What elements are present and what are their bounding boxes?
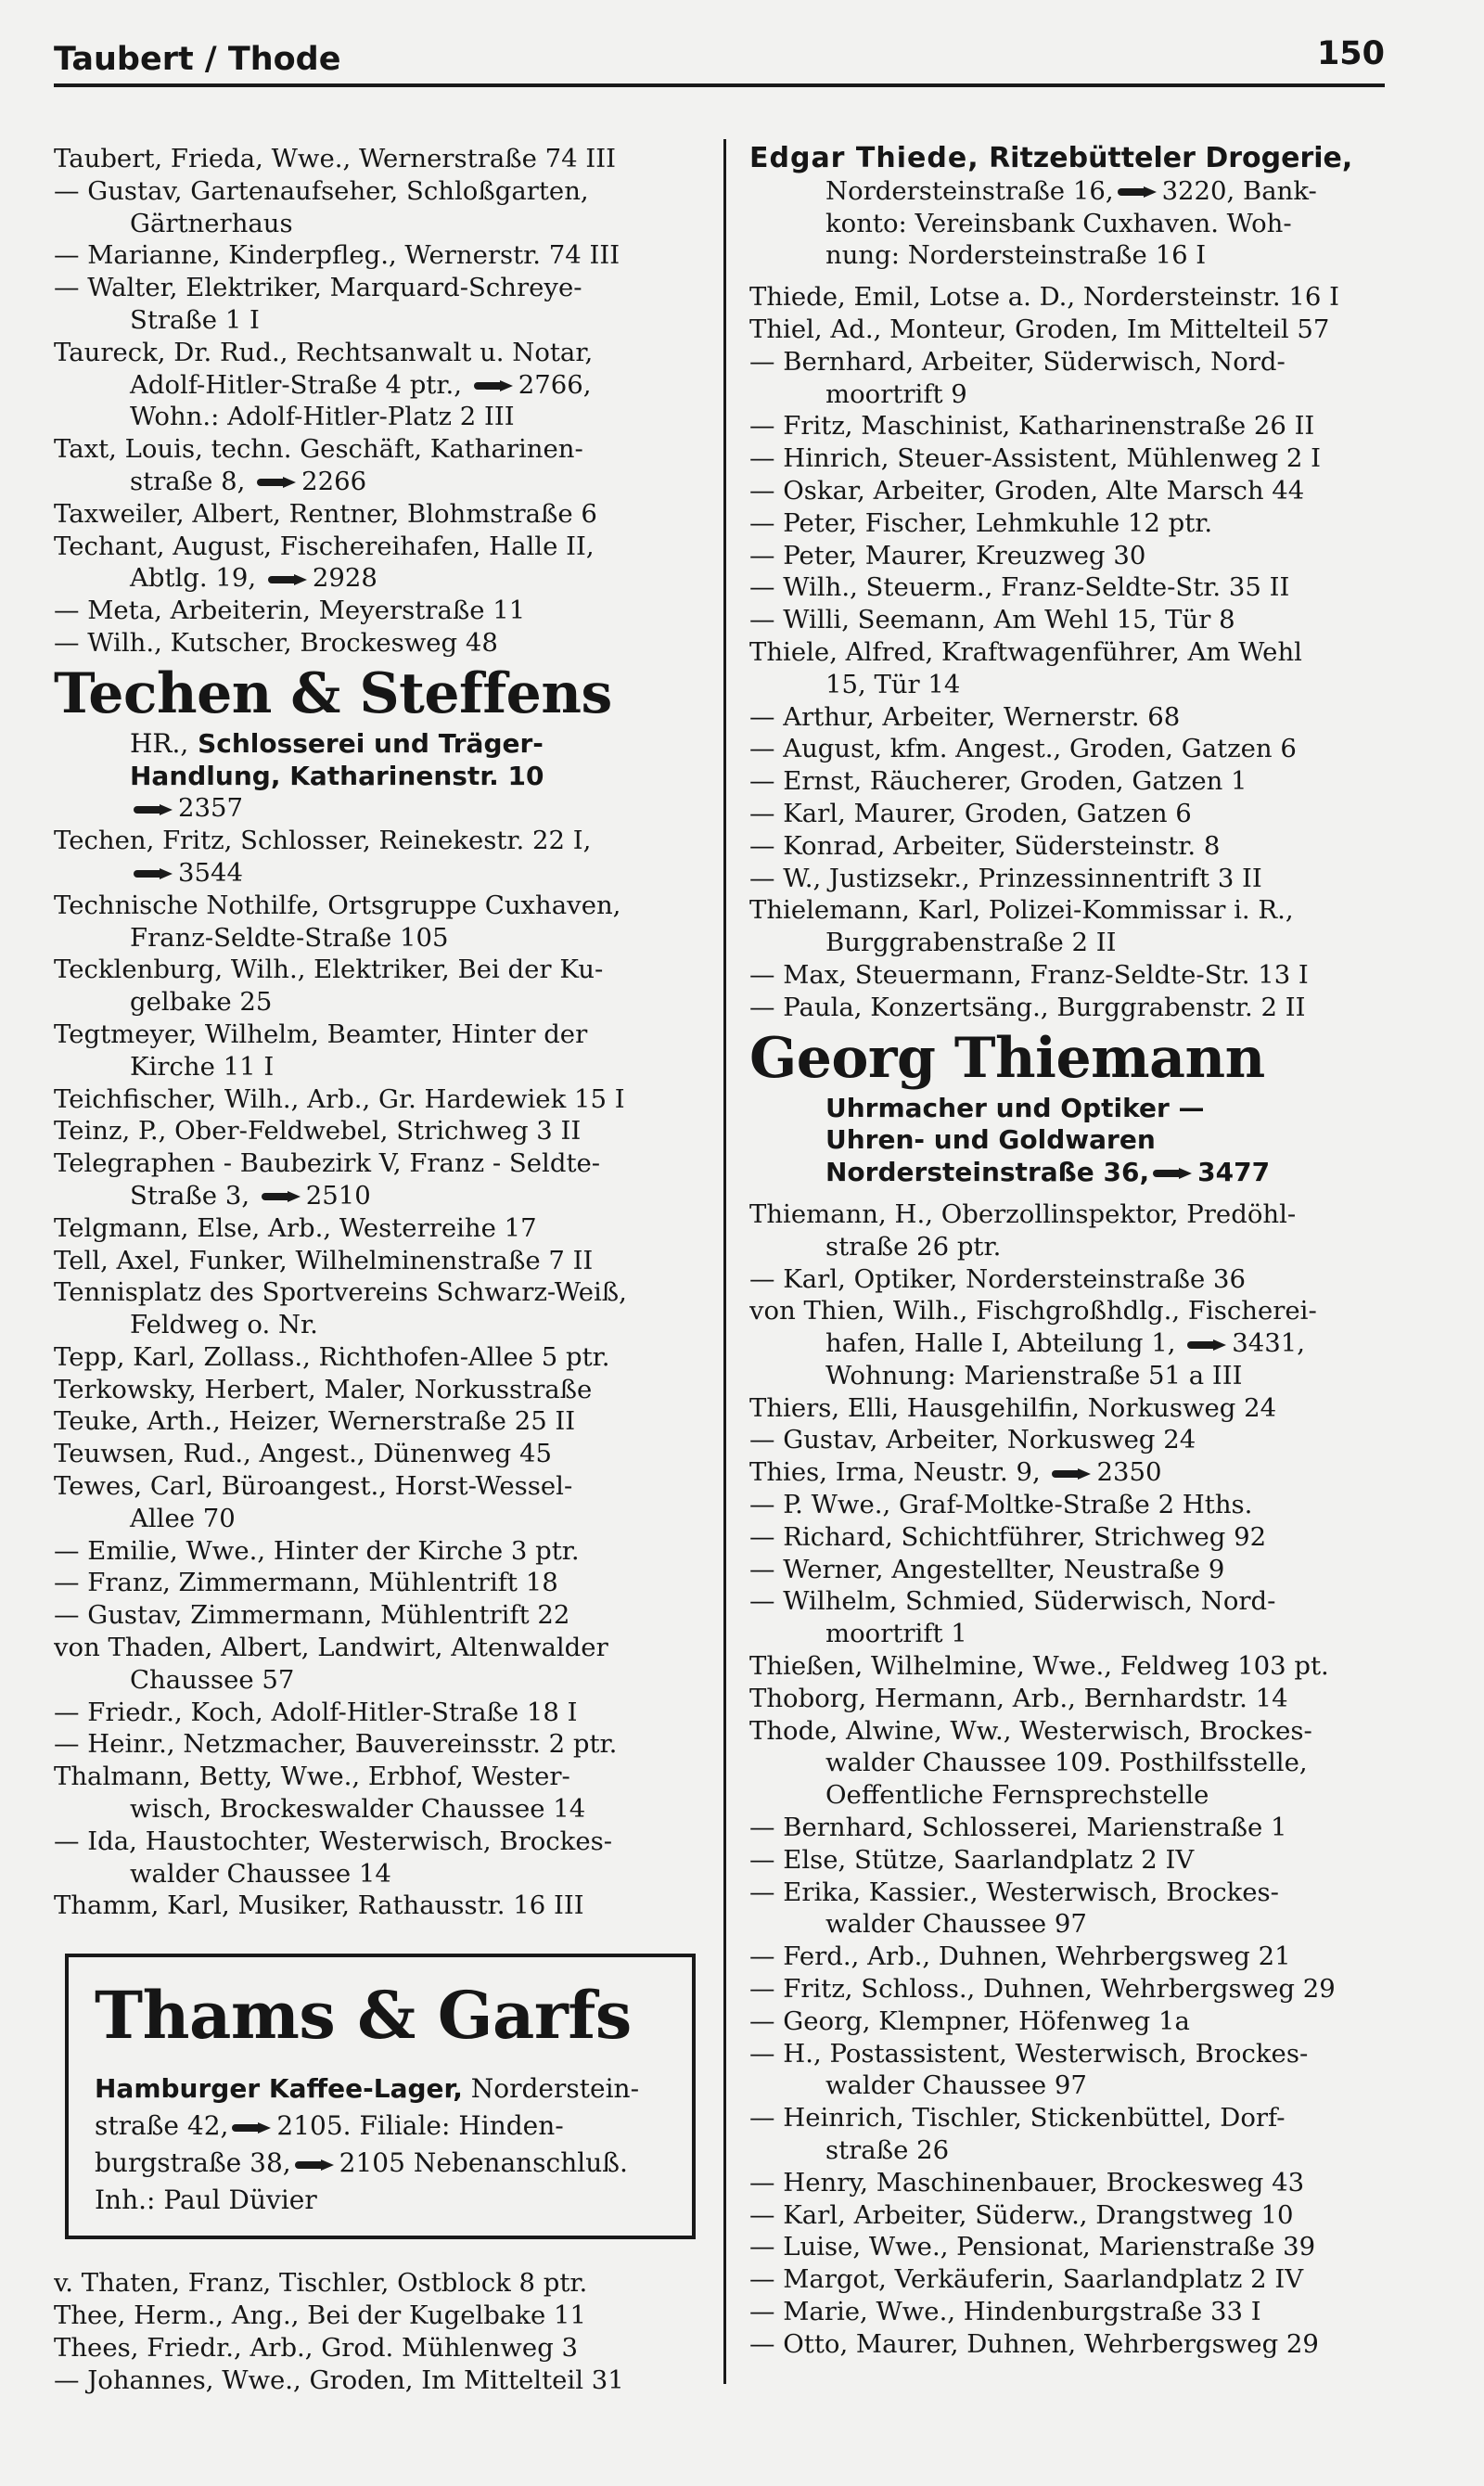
entry-line: Wohnung: Marienstraße 51 a III — [825, 1360, 1243, 1390]
entry-line: von Thien, Wilh., Fischgroßhdlg., Fischerei- — [749, 1296, 1317, 1326]
entry-line: — Gustav, Arbeiter, Norkusweg 24 — [749, 1425, 1196, 1455]
entry-line: Tepp, Karl, Zollass., Richthofen-Allee 5 ptr. — [54, 1341, 610, 1372]
entry-line: Tennisplatz des Sportvereins Schwarz-Weiß, — [54, 1277, 627, 1308]
entry-line: — Peter, Maurer, Kreuzweg 30 — [749, 540, 1146, 570]
entry-line: Thießen, Wilhelmine, Wwe., Feldweg 103 pt. — [749, 1651, 1329, 1682]
entry-line: — Gustav, Zimmermann, Mühlentrift 22 — [54, 1600, 570, 1631]
telephone-icon — [134, 868, 174, 879]
entry-line: — Fritz, Schloss., Duhnen, Wehrbergsweg 29 — [749, 1974, 1336, 2005]
telephone-icon — [134, 804, 174, 815]
entry-line: — Gustav, Gartenaufseher, Schloßgarten, — [54, 175, 589, 206]
entry-line: — Ernst, Räucherer, Groden, Gatzen 1 — [749, 766, 1247, 797]
entry-line: — Karl, Optiker, Nordersteinstraße 36 — [749, 1263, 1246, 1294]
entry-line: Thee, Herm., Ang., Bei der Kugelbake 11 — [54, 2300, 586, 2331]
entry-line: Thielemann, Karl, Polizei-Kommissar i. R., — [749, 895, 1294, 926]
telephone-icon — [268, 574, 309, 585]
entry-line: — Karl, Maurer, Groden, Gatzen 6 — [749, 798, 1192, 828]
header-rule — [54, 83, 1385, 87]
entry-line: — Johannes, Wwe., Groden, Im Mittelteil 31 — [54, 2364, 624, 2395]
entry-line: — Wilhelm, Schmied, Süderwisch, Nord- — [749, 1586, 1276, 1617]
entry-line: — Oskar, Arbeiter, Groden, Alte Marsch 44 — [749, 475, 1305, 506]
entry-line: Taxt, Louis, techn. Geschäft, Katharinen- — [54, 434, 583, 465]
phone-number: 2350 — [1096, 1457, 1162, 1488]
firm-heading-thiede — [749, 143, 1388, 175]
entry-line: — Peter, Fischer, Lehmkuhle 12 ptr. — [749, 507, 1213, 538]
entry-line: — Henry, Maschinenbauer, Brockesweg 43 — [749, 2167, 1305, 2198]
entry-line: — H., Postassistent, Westerwisch, Brockes- — [749, 2038, 1309, 2069]
entry-line: — Paula, Konzertsäng., Burggrabenstr. 2 II — [749, 992, 1306, 1022]
entry-line: — Karl, Arbeiter, Süderw., Drangstweg 10 — [749, 2199, 1294, 2230]
entry-line: walder Chaussee 109. Posthilfsstelle, — [825, 1748, 1308, 1778]
telephone-icon — [295, 2159, 336, 2171]
entry-line: — Ida, Haustochter, Westerwisch, Brockes- — [54, 1826, 613, 1856]
entry-line: — Luise, Wwe., Pensionat, Marienstraße 39 — [749, 2232, 1316, 2262]
firm-phone-line — [54, 792, 712, 825]
ad-text: Filiale: Hinden- — [359, 2110, 564, 2142]
entry-line: — P. Wwe., Graf-Moltke-Straße 2 Hths. — [749, 1490, 1253, 1520]
entry-line: Thiemann, H., Oberzollinspektor, Predöhl- — [749, 1198, 1297, 1229]
entry-line: Allee 70 — [130, 1503, 236, 1533]
entry-line — [54, 857, 712, 890]
ad-text: Nebenanschluß. — [413, 2147, 628, 2179]
entry-line: — Marie, Wwe., Hindenburgstraße 33 I — [749, 2297, 1261, 2326]
entry-line: Thiers, Elli, Hausgehilfin, Norkusweg 24 — [749, 1392, 1277, 1423]
entry-line: Teuwsen, Rud., Angest., Dünenweg 45 — [54, 1439, 553, 1469]
entry-line: Thoborg, Hermann, Arb., Bernhardstr. 14 — [749, 1683, 1288, 1713]
entry-line: — Werner, Angestellter, Neustraße 9 — [749, 1554, 1225, 1584]
right-column — [749, 143, 1388, 2361]
entry-line: Tell, Axel, Funker, Wilhelminenstraße 7 II — [54, 1245, 594, 1275]
entry-line: — Franz, Zimmermann, Mühlentrift 18 — [54, 1568, 558, 1598]
telephone-icon — [1052, 1468, 1093, 1480]
entry-line: — Meta, Arbeiterin, Meyerstraße 11 — [54, 596, 526, 626]
telephone-icon — [1153, 1168, 1194, 1179]
entry-line: — Erika, Kassier., Westerwisch, Brockes- — [749, 1877, 1279, 1907]
phone-number: 3431, — [1232, 1328, 1305, 1359]
entry-line: — Margot, Verkäuferin, Saarlandplatz 2 IV — [749, 2264, 1304, 2295]
entry-line: moortrift 9 — [825, 378, 967, 409]
entry-line: Thalmann, Betty, Wwe., Erbhof, Wester- — [54, 1762, 570, 1792]
entry-line: Tewes, Carl, Büroangest., Horst-Wessel- — [54, 1471, 573, 1502]
firm-heading-thiemann: Georg Thiemann — [749, 1025, 1265, 1091]
entry-text: Straße 3, — [130, 1180, 258, 1211]
entry-line: Feldweg o. Nr. — [130, 1310, 318, 1340]
phone-number: 3544 — [178, 857, 243, 888]
entry-line: Straße 1 I — [130, 304, 260, 335]
entry-line — [54, 466, 712, 498]
entry-text: Adolf-Hitler-Straße 4 ptr., — [130, 369, 470, 400]
firm-text: Nordersteinstraße 36, — [825, 1157, 1150, 1188]
firm-line — [749, 1157, 1388, 1189]
entry-line: v. Thaten, Franz, Tischler, Ostblock 8 ptr. — [54, 2268, 588, 2299]
entry-text: Bank- — [1243, 175, 1317, 206]
entry-line: Taubert, Frieda, Wwe., Wernerstraße 74 III — [54, 144, 616, 173]
firm-heading-techen: Techen & Steffens — [54, 660, 612, 726]
entry-line: — August, kfm. Angest., Groden, Gatzen 6 — [749, 734, 1297, 764]
entry-line: — Hinrich, Steuer-Assistent, Mühlenweg 2 I — [749, 443, 1322, 474]
entry-line: — Konrad, Arbeiter, Südersteinstr. 8 — [749, 830, 1221, 861]
ad-text: Norderstein- — [470, 2073, 640, 2105]
running-title: Taubert / Thode — [54, 41, 341, 78]
entry-line: — Richard, Schichtführer, Strichweg 92 — [749, 1521, 1267, 1552]
entry-line: moortrift 1 — [825, 1619, 967, 1649]
entry-line: Chaussee 57 — [130, 1664, 295, 1695]
entry-line: — Bernhard, Arbeiter, Süderwisch, Nord- — [749, 346, 1286, 377]
ad-line: Inh.: Paul Düvier — [95, 2185, 317, 2216]
entry-line: Teinz, P., Ober-Feldwebel, Strichweg 3 II — [54, 1116, 582, 1147]
entry-line — [749, 175, 1388, 208]
left-column — [54, 143, 712, 2396]
entry-line: nung: Nordersteinstraße 16 I — [825, 240, 1207, 271]
firm-prefix: HR., — [130, 727, 189, 759]
entry-line: walder Chaussee 97 — [825, 2070, 1087, 2101]
telephone-icon — [232, 2122, 273, 2134]
telephone-icon — [1187, 1339, 1228, 1351]
entry-text: hafen, Halle I, Abteilung 1, — [825, 1328, 1184, 1359]
ad-line — [95, 2145, 673, 2182]
entry-line: — Marianne, Kinderpfleg., Wernerstr. 74 III — [54, 240, 620, 271]
entry-line: Thees, Friedr., Arb., Grod. Mühlenweg 3 — [54, 2332, 579, 2363]
phone-number: 3477 — [1197, 1157, 1271, 1188]
entry-line: Techant, August, Fischereihafen, Halle II, — [54, 531, 595, 561]
entry-line: Thiele, Alfred, Kraftwagenführer, Am Wehl — [749, 636, 1302, 667]
entry-line: Franz-Seldte-Straße 105 — [130, 922, 449, 953]
entry-line: — Wilh., Kutscher, Brockesweg 48 — [54, 627, 498, 658]
page-number: 150 — [1316, 35, 1385, 72]
firm-text: Schlosserei und Träger- — [198, 727, 544, 759]
entry-line: Tegtmeyer, Wilhelm, Beamter, Hinter der — [54, 1019, 588, 1049]
entry-line: — Willi, Seemann, Am Wehl 15, Tür 8 — [749, 605, 1235, 635]
ad-line — [95, 2108, 673, 2145]
firm-name: Edgar Thiede, — [749, 143, 979, 174]
entry-text: Thies, Irma, Neustr. 9, — [749, 1457, 1049, 1488]
entry-line: — Friedr., Koch, Adolf-Hitler-Straße 18 I — [54, 1697, 578, 1727]
firm-suffix: Ritzebütteler Drogerie, — [989, 143, 1353, 174]
entry-line: Gärtnerhaus — [130, 208, 293, 238]
phone-number: 2766, — [518, 369, 592, 400]
entry-text: straße 8, — [130, 466, 254, 496]
entry-line: Telegraphen - Baubezirk V, Franz - Seldte- — [54, 1148, 601, 1179]
phone-number: 2928 — [312, 563, 377, 594]
entry-line: straße 26 ptr. — [825, 1231, 1002, 1262]
entry-line — [749, 1456, 1388, 1489]
entry-line: Thiede, Emil, Lotse a. D., Nordersteinstr. 16 I — [749, 282, 1339, 313]
firm-line: Handlung, Katharinenstr. 10 — [130, 760, 544, 791]
entry-line: — Ferd., Arb., Duhnen, Wehrbergsweg 21 — [749, 1941, 1291, 1972]
phone-number: 2105 — [339, 2147, 405, 2179]
phone-number: 2105. — [276, 2110, 352, 2142]
entry-text: Abtlg. 19, — [130, 563, 264, 594]
entry-line: — Bernhard, Schlosserei, Marienstraße 1 — [749, 1813, 1287, 1843]
entry-line: Taxweiler, Albert, Rentner, Blohmstraße 6 — [54, 498, 597, 529]
firm-line: Uhrmacher und Optiker — — [825, 1092, 1205, 1123]
entry-line: Oeffentliche Fernsprechstelle — [825, 1780, 1209, 1811]
entry-line: — W., Justizsekr., Prinzessinnentrift 3 II — [749, 863, 1262, 893]
advertisement-box — [65, 1954, 696, 2239]
entry-line: konto: Vereinsbank Cuxhaven. Woh- — [825, 208, 1292, 238]
ad-text: burgstraße 38, — [95, 2147, 291, 2179]
spacer — [749, 1189, 1388, 1198]
entry-line: walder Chaussee 14 — [130, 1858, 391, 1889]
entry-line: — Georg, Klempner, Höfenweg 1a — [749, 2005, 1190, 2036]
phone-number: 2510 — [305, 1180, 371, 1211]
entry-line: — Wilh., Steuerm., Franz-Seldte-Str. 35 II — [749, 572, 1290, 603]
ad-text: straße 42, — [95, 2110, 229, 2142]
entry-line — [749, 1327, 1388, 1360]
entry-line: Techen, Fritz, Schlosser, Reinekestr. 22 I, — [54, 826, 592, 856]
entry-line — [54, 369, 712, 402]
entry-line: — Heinr., Netzmacher, Bauvereinsstr. 2 ptr. — [54, 1729, 618, 1760]
entry-line: Teuke, Arth., Heizer, Wernerstraße 25 II — [54, 1406, 576, 1437]
entry-line: walder Chaussee 97 — [825, 1909, 1087, 1940]
ad-firm-name: Thams & Garfs — [95, 1977, 632, 2055]
entry-line: gelbake 25 — [130, 987, 273, 1018]
entry-line: Burggrabenstraße 2 II — [825, 928, 1117, 958]
entry-line: von Thaden, Albert, Landwirt, Altenwalder — [54, 1633, 608, 1663]
firm-line — [54, 728, 712, 761]
ad-business: Hamburger Kaffee-Lager, — [95, 2073, 463, 2105]
entry-text: Nordersteinstraße 16, — [825, 175, 1114, 206]
entry-line: Kirche 11 I — [130, 1051, 275, 1082]
entry-line: — Otto, Maurer, Duhnen, Wehrbergsweg 29 — [749, 2328, 1319, 2359]
firm-line: Uhren- und Goldwaren — [825, 1124, 1156, 1156]
entry-line: — Max, Steuermann, Franz-Seldte-Str. 13 I — [749, 959, 1309, 990]
column-divider — [723, 139, 726, 2384]
entry-line: — Fritz, Maschinist, Katharinenstraße 26 II — [749, 411, 1315, 442]
page-header — [54, 35, 1385, 87]
telephone-icon — [257, 477, 298, 488]
entry-line: 15, Tür 14 — [825, 669, 961, 699]
entry-line: Terkowsky, Herbert, Maler, Norkusstraße — [54, 1374, 593, 1404]
entry-line — [54, 562, 712, 595]
spacer — [749, 272, 1388, 281]
entry-line — [54, 1180, 712, 1212]
entry-line: Thode, Alwine, Ww., Westerwisch, Brockes- — [749, 1715, 1312, 1746]
entry-line: Teichfischer, Wilh., Arb., Gr. Hardewiek 15 I — [54, 1083, 625, 1114]
entry-line: — Walter, Elektriker, Marquard-Schreye- — [54, 273, 582, 303]
entry-line: — Heinrich, Tischler, Stickenbüttel, Dorf- — [749, 2103, 1286, 2134]
entry-line: wisch, Brockeswalder Chaussee 14 — [130, 1794, 586, 1825]
telephone-icon — [474, 380, 515, 391]
entry-line: straße 26 — [825, 2135, 950, 2166]
phone-number: 2266 — [301, 466, 367, 496]
phone-number: 3220, — [1161, 175, 1235, 206]
entry-line: — Arthur, Arbeiter, Wernerstr. 68 — [749, 701, 1181, 732]
entry-line: Thamm, Karl, Musiker, Rathausstr. 16 III — [54, 1890, 584, 1921]
entry-line: — Else, Stütze, Saarlandplatz 2 IV — [749, 1844, 1195, 1875]
entry-line: Thiel, Ad., Monteur, Groden, Im Mittelteil 57 — [749, 314, 1330, 344]
entry-line: — Emilie, Wwe., Hinter der Kirche 3 ptr. — [54, 1535, 580, 1566]
ad-line — [95, 2070, 673, 2108]
entry-line: Taureck, Dr. Rud., Rechtsanwalt u. Notar, — [54, 337, 594, 367]
phone-number: 2357 — [178, 793, 243, 824]
entry-line: Tecklenburg, Wilh., Elektriker, Bei der Ku- — [54, 955, 604, 985]
telephone-icon — [1118, 186, 1158, 198]
entry-line: Wohn.: Adolf-Hitler-Platz 2 III — [130, 402, 515, 432]
entry-line: Telgmann, Else, Arb., Westerreihe 17 — [54, 1212, 537, 1243]
entry-line: Technische Nothilfe, Ortsgruppe Cuxhaven, — [54, 890, 621, 920]
telephone-icon — [262, 1191, 302, 1202]
